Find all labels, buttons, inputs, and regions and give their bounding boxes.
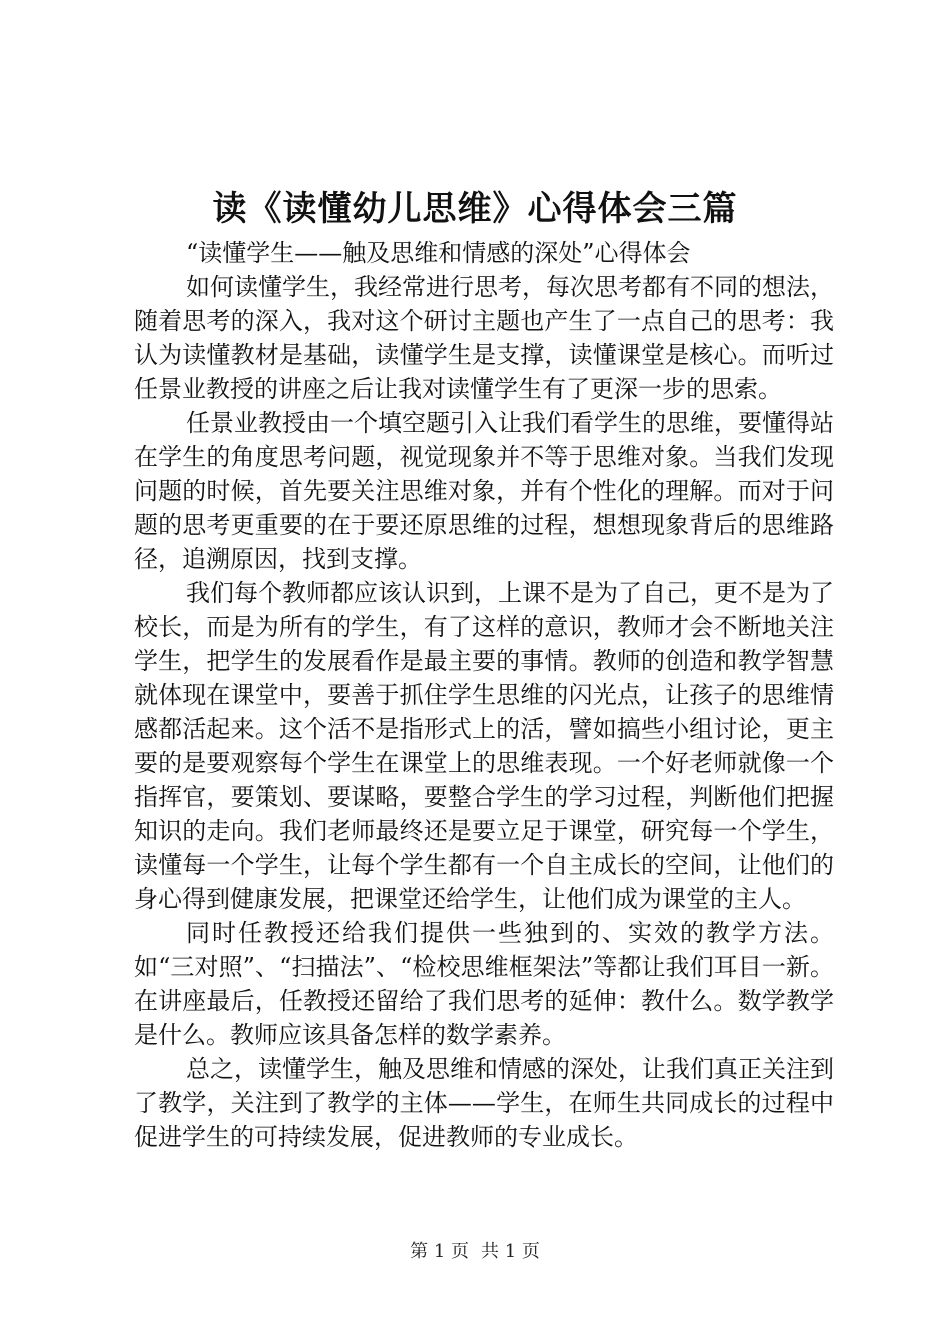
paragraph-2: 任景业教授由一个填空题引入让我们看学生的思维，要懂得站在学生的角度思考问题，视觉现象并不等于思维对象。当我们发现问题的时候，首先要关注思维对象，并有个性化的理解。而对于问题的思考更重要的在于要还原思维的过程，想想现象背后的思维路径，追溯原因，找到支撑。	[134, 409, 834, 573]
paragraph-3: 我们每个教师都应该认识到，上课不是为了自己，更不是为了校长，而是为所有的学生，有了这样的意识，教师才会不断地关注学生，把学生的发展看作是最主要的事情。教师的创造和教学智慧就体现在课堂中，要善于抓住学生思维的闪光点，让孩子的思维情感都活起来。这个活不是指形式上的活，譬如搞些小组讨论，更主要的是要观察每个学生在课堂上的思维表现。一个好老师就像一个指挥官，要策划、要谋略，要整合学生的学习过程，判断他们把握知识的走向。我们老师最终还是要立足于课堂，研究每一个学生，读懂每一个学生，让每个学生都有一个自主成长的空间，让他们的身心得到健康发展，把课堂还给学生，让他们成为课堂的主人。	[134, 579, 834, 913]
paragraph-5: 总之，读懂学生，触及思维和情感的深处，让我们真正关注到了教学，关注到了教学的主体——学生，在师生共同成长的过程中促进学生的可持续发展，促进教师的专业成长。	[134, 1055, 834, 1151]
document-subtitle: “读懂学生——触及思维和情感的深处”心得体会	[186, 239, 691, 267]
page-number: 第 1 页	[410, 1241, 469, 1262]
page-total: 共 1 页	[481, 1241, 540, 1262]
page-footer	[0, 1240, 950, 1264]
document-body	[134, 236, 834, 1154]
paragraph-1: 如何读懂学生，我经常进行思考，每次思考都有不同的想法，随着思考的深入，我对这个研讨主题也产生了一点自己的思考：我认为读懂教材是基础，读懂学生是支撑，读懂课堂是核心。而听过任景业教授的讲座之后让我对读懂学生有了更深一步的思索。	[134, 273, 834, 403]
document-title: 读《读懂幼儿思维》心得体会三篇	[212, 189, 738, 229]
paragraph-4: 同时任教授还给我们提供一些独到的、实效的教学方法。如“三对照”、“扫描法”、“检校思维框架法”等都让我们耳目一新。在讲座最后，任教授还留给了我们思考的延伸：教什么。数学教学是什么。教师应该具备怎样的数学素养。	[134, 919, 834, 1049]
